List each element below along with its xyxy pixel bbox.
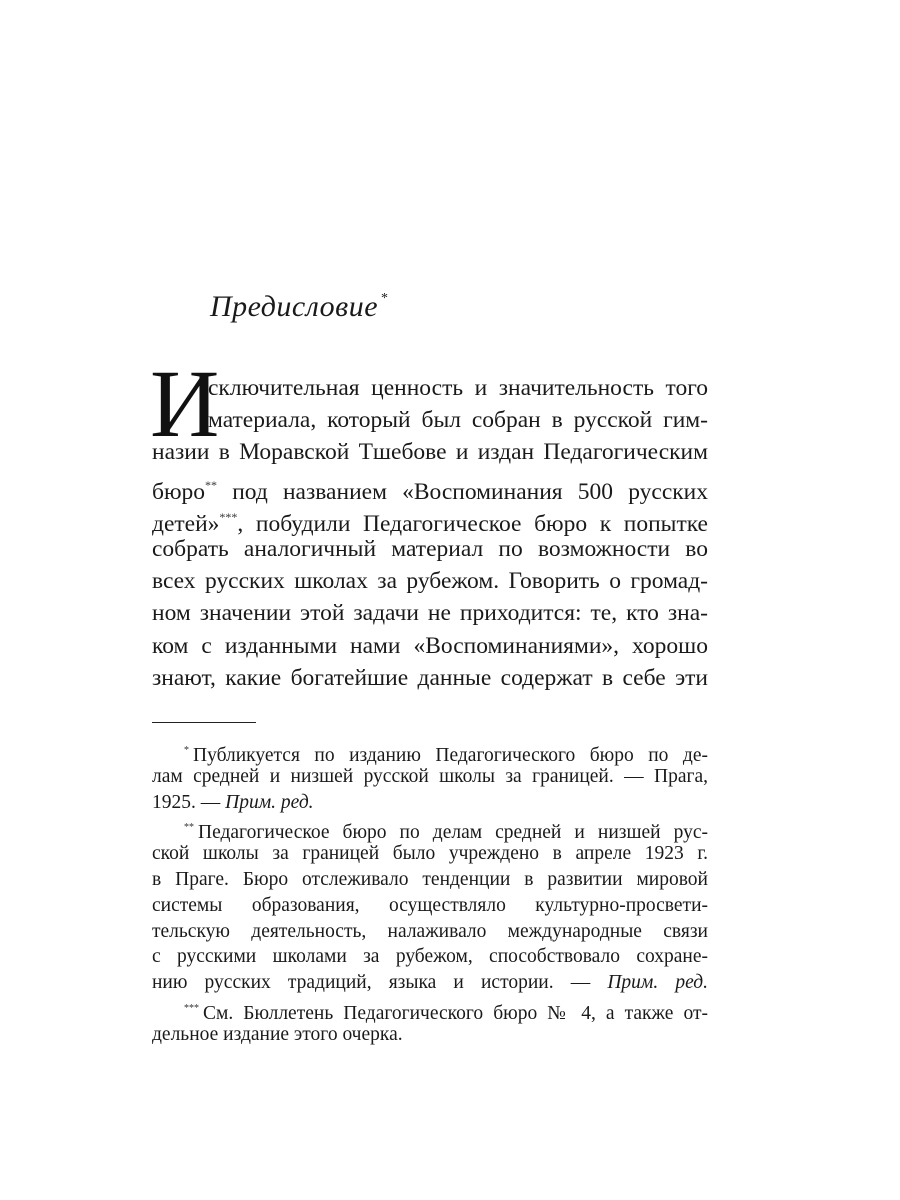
body-line: собрать аналогичный материал по возможности во [152, 535, 708, 562]
footnote-line: ской школы за границей было учреждено в апреле 1923 г. [152, 843, 708, 865]
footnote-2-editor-note: Прим. ред. [607, 972, 709, 994]
footnote-line [152, 738, 708, 764]
body-line: материала, который был собран в русской гим- [208, 407, 708, 434]
footnote-mark-3: *** [219, 509, 238, 524]
footnote-1-mark: * [184, 745, 189, 756]
footnote-3-mark: *** [184, 1002, 199, 1014]
footnote-line: дельное издание этого очерка. [152, 1023, 403, 1045]
chapter-title: Предисловие [210, 290, 379, 323]
body-line-part: , побудили Педагогическое бюро к попытке [237, 510, 708, 537]
drop-cap: И [150, 350, 220, 457]
footnote-1-text-end: 1925. — [152, 791, 226, 813]
body-line: ном значении этой задачи не приходится: те, кто зна- [152, 600, 708, 627]
footnote-line: системы образования, осуществляло культурно-просвети- [152, 894, 708, 916]
footnote-line: тельскую деятельность, налаживало международные связи [152, 920, 708, 942]
footnote-line: в Праге. Бюро отслеживало тенденции в развитии мировой [152, 868, 708, 890]
footnote-divider [152, 722, 256, 723]
chapter-heading [210, 290, 389, 324]
body-line: всех русских школах за рубежом. Говорить о громад- [152, 568, 708, 595]
body-line: ком с изданными нами «Воспоминаниями», хорошо [152, 632, 708, 659]
footnote-2-text: Педагогическое бюро по делам средней и низшей рус- [198, 822, 708, 844]
footnote-mark-2: ** [205, 477, 218, 492]
footnote-line: с русскими школами за рубежом, способствовало сохране- [152, 946, 708, 968]
footnote-line [152, 996, 708, 1022]
body-line-part: под названием «Воспоминания 500 русских [232, 478, 708, 505]
body-line: назии в Моравской Тшебове и издан Педагогическим [152, 439, 708, 466]
body-line: сключительная ценность и значительность того [208, 375, 708, 401]
body-line [152, 469, 708, 505]
footnote-2-mark: ** [184, 822, 194, 834]
footnote-2-text-end: нию русских традиций, языка и истории. — [152, 972, 608, 994]
body-line-part: бюро [152, 478, 206, 505]
body-paragraph [152, 372, 708, 694]
body-line-part: детей» [152, 510, 220, 537]
footnote-line [152, 970, 708, 996]
footnote-line [152, 815, 708, 844]
footnote-3-text: См. Бюллетень Педагогического бюро № 4, а также от- [203, 1002, 708, 1024]
footnote-1-text: Публикуется по изданию Педагогического бюро по де- [193, 745, 708, 766]
body-line [152, 501, 708, 537]
footnotes [152, 738, 708, 1048]
footnote-1-editor-note: Прим. ред. [225, 791, 314, 813]
footnote-line [152, 790, 708, 816]
body-line: знают, какие богатейшие данные содержат в себе эти [152, 664, 708, 691]
heading-footnote-mark: * [381, 291, 389, 306]
footnote-line: лам средней и низшей русской школы за границей. — Прага, [152, 765, 708, 787]
